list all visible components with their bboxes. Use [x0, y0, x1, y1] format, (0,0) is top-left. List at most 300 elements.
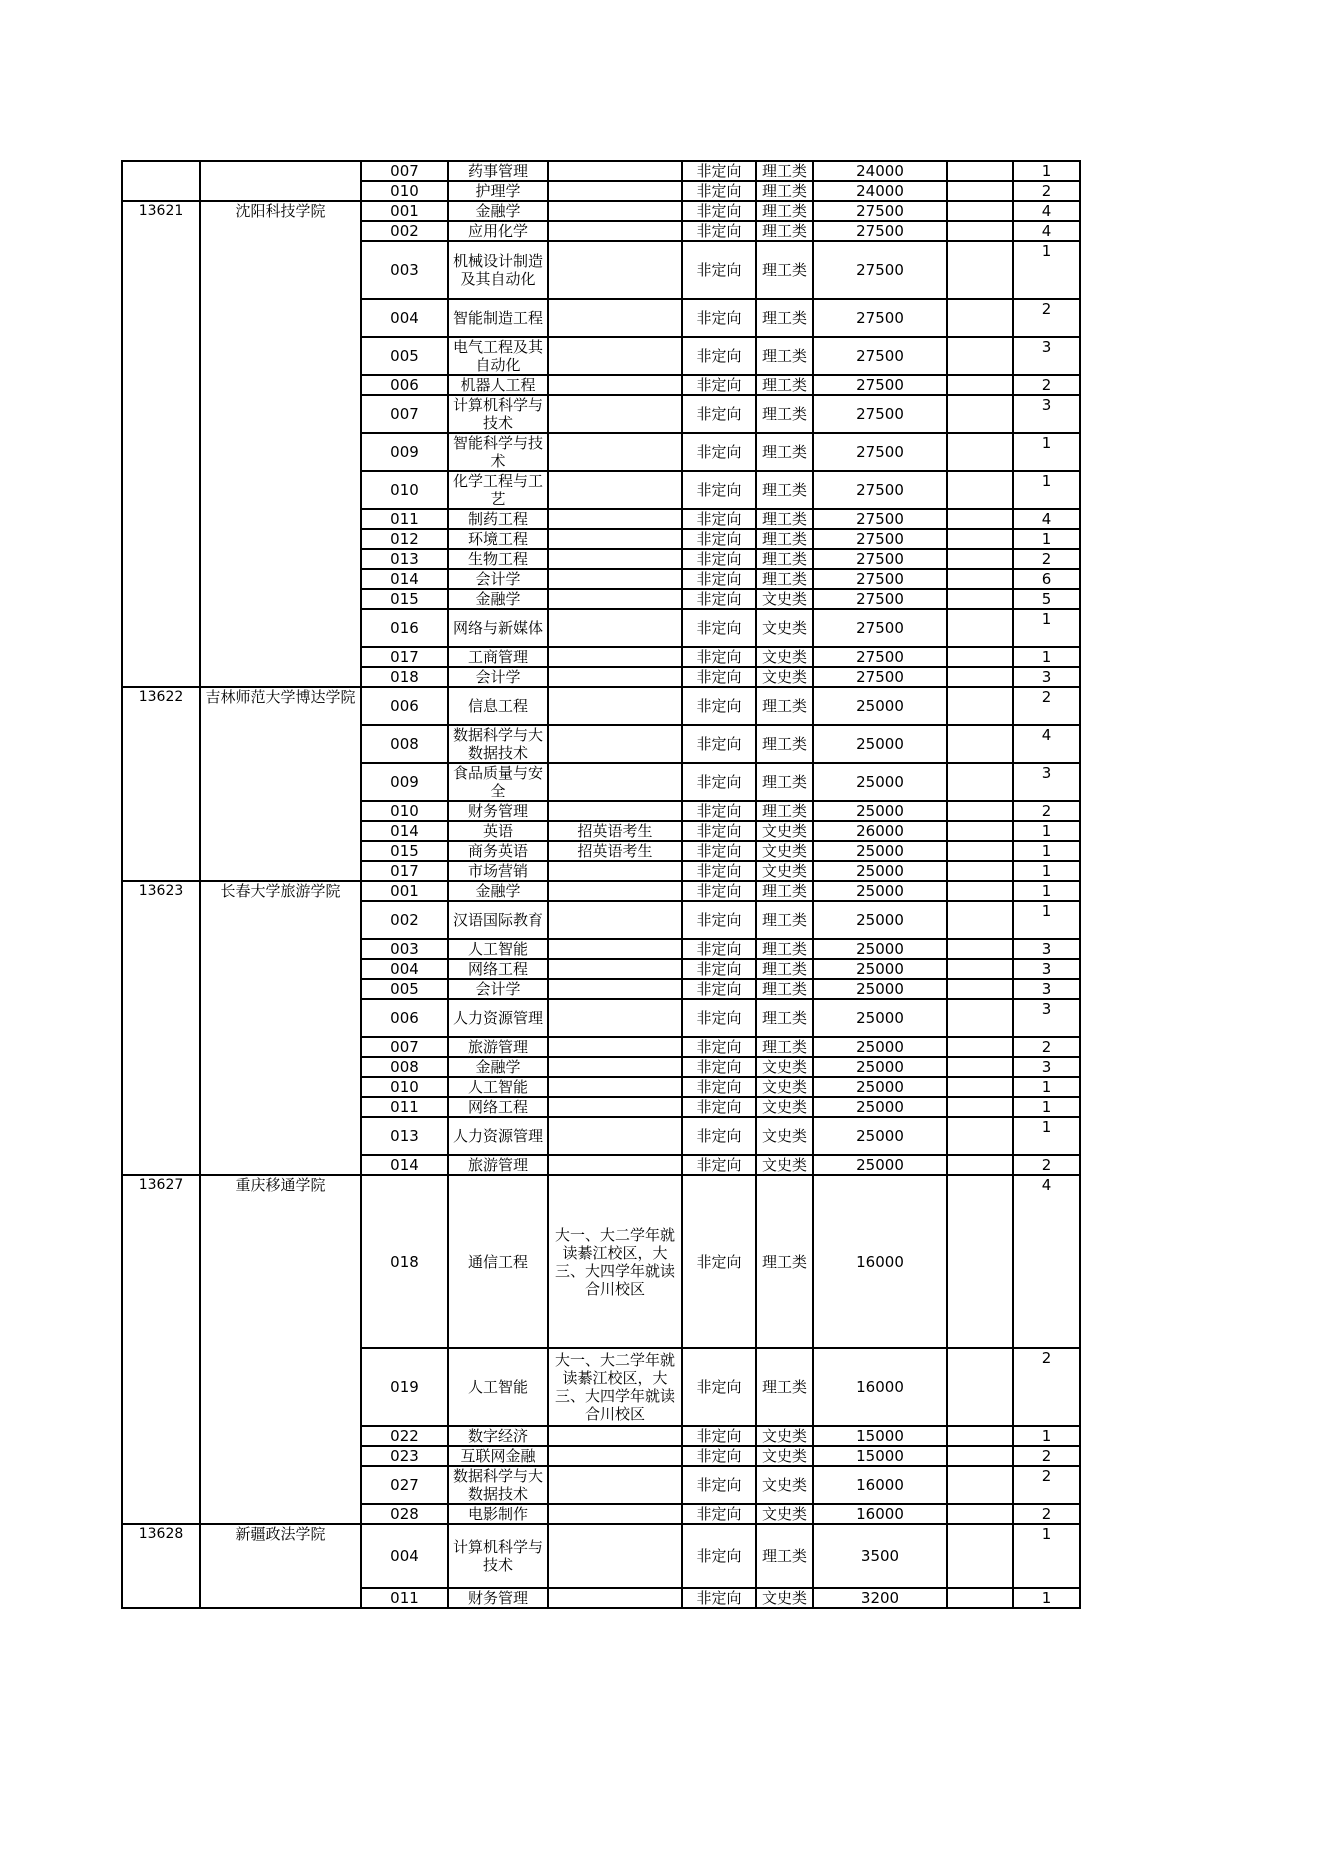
- major-code-cell: 008: [361, 725, 448, 763]
- blank-cell: [947, 161, 1013, 181]
- note-cell: 大一、大二学年就读綦江校区，大三、大四学年就读合川校区: [548, 1348, 682, 1426]
- direction-cell: 非定向: [682, 1588, 756, 1608]
- tuition-cell: 15000: [813, 1426, 947, 1446]
- plan-count-cell: 3: [1013, 667, 1080, 687]
- direction-cell: 非定向: [682, 1077, 756, 1097]
- major-code-cell: 011: [361, 1588, 448, 1608]
- category-cell: 文史类: [756, 1504, 813, 1524]
- blank-cell: [947, 647, 1013, 667]
- blank-cell: [947, 763, 1013, 801]
- major-code-cell: 011: [361, 1097, 448, 1117]
- plan-count-cell: 1: [1013, 1524, 1080, 1588]
- category-cell: 文史类: [756, 1077, 813, 1097]
- major-code-cell: 009: [361, 763, 448, 801]
- category-cell: 文史类: [756, 1117, 813, 1155]
- table-body: [122, 161, 1080, 1608]
- school-code-cell: 13628: [122, 1524, 200, 1608]
- plan-count-cell: 1: [1013, 841, 1080, 861]
- plan-count-cell: 3: [1013, 979, 1080, 999]
- table-row: [122, 1524, 1080, 1588]
- table-row: [122, 1175, 1080, 1348]
- direction-cell: 非定向: [682, 861, 756, 881]
- direction-cell: 非定向: [682, 841, 756, 861]
- major-name-cell: 数据科学与大数据技术: [448, 725, 548, 763]
- blank-cell: [947, 395, 1013, 433]
- major-code-cell: 005: [361, 337, 448, 375]
- tuition-cell: 27500: [813, 375, 947, 395]
- school-code-cell: 13621: [122, 201, 200, 687]
- direction-cell: 非定向: [682, 471, 756, 509]
- major-code-cell: 022: [361, 1426, 448, 1446]
- major-name-cell: 旅游管理: [448, 1037, 548, 1057]
- direction-cell: 非定向: [682, 1466, 756, 1504]
- tuition-cell: 27500: [813, 201, 947, 221]
- blank-cell: [947, 667, 1013, 687]
- blank-cell: [947, 841, 1013, 861]
- tuition-cell: 27500: [813, 241, 947, 299]
- direction-cell: 非定向: [682, 763, 756, 801]
- tuition-cell: 27500: [813, 609, 947, 647]
- note-cell: [548, 999, 682, 1037]
- enrollment-table: [121, 160, 1081, 1609]
- major-code-cell: 017: [361, 861, 448, 881]
- major-code-cell: 002: [361, 901, 448, 939]
- major-name-cell: 互联网金融: [448, 1446, 548, 1466]
- plan-count-cell: 4: [1013, 201, 1080, 221]
- direction-cell: 非定向: [682, 549, 756, 569]
- major-code-cell: 011: [361, 509, 448, 529]
- blank-cell: [947, 1117, 1013, 1155]
- note-cell: [548, 589, 682, 609]
- note-cell: 大一、大二学年就读綦江校区，大三、大四学年就读合川校区: [548, 1175, 682, 1348]
- note-cell: [548, 1097, 682, 1117]
- category-cell: 理工类: [756, 763, 813, 801]
- note-cell: 招英语考生: [548, 821, 682, 841]
- note-cell: [548, 221, 682, 241]
- note-cell: [548, 901, 682, 939]
- plan-count-cell: 2: [1013, 299, 1080, 337]
- tuition-cell: 25000: [813, 841, 947, 861]
- category-cell: 理工类: [756, 221, 813, 241]
- tuition-cell: 27500: [813, 471, 947, 509]
- category-cell: 理工类: [756, 1524, 813, 1588]
- note-cell: [548, 299, 682, 337]
- school-name-cell: 长春大学旅游学院: [200, 881, 361, 1175]
- direction-cell: 非定向: [682, 569, 756, 589]
- plan-count-cell: 3: [1013, 939, 1080, 959]
- major-name-cell: 机械设计制造及其自动化: [448, 241, 548, 299]
- major-name-cell: 金融学: [448, 881, 548, 901]
- table-row: [122, 201, 1080, 221]
- blank-cell: [947, 1524, 1013, 1588]
- major-name-cell: 护理学: [448, 181, 548, 201]
- category-cell: 理工类: [756, 201, 813, 221]
- major-code-cell: 007: [361, 395, 448, 433]
- direction-cell: 非定向: [682, 939, 756, 959]
- major-name-cell: 商务英语: [448, 841, 548, 861]
- plan-count-cell: 5: [1013, 589, 1080, 609]
- note-cell: [548, 337, 682, 375]
- note-cell: [548, 939, 682, 959]
- category-cell: 文史类: [756, 1588, 813, 1608]
- major-code-cell: 012: [361, 529, 448, 549]
- major-code-cell: 006: [361, 999, 448, 1037]
- major-name-cell: 药事管理: [448, 161, 548, 181]
- blank-cell: [947, 201, 1013, 221]
- note-cell: [548, 979, 682, 999]
- school-code-cell: [122, 161, 200, 201]
- blank-cell: [947, 549, 1013, 569]
- plan-count-cell: 1: [1013, 861, 1080, 881]
- category-cell: 理工类: [756, 299, 813, 337]
- note-cell: [548, 1155, 682, 1175]
- major-code-cell: 015: [361, 841, 448, 861]
- tuition-cell: 25000: [813, 1117, 947, 1155]
- plan-count-cell: 2: [1013, 375, 1080, 395]
- blank-cell: [947, 801, 1013, 821]
- category-cell: 文史类: [756, 1155, 813, 1175]
- blank-cell: [947, 299, 1013, 337]
- note-cell: [548, 861, 682, 881]
- school-name-cell: 新疆政法学院: [200, 1524, 361, 1608]
- major-code-cell: 023: [361, 1446, 448, 1466]
- major-name-cell: 计算机科学与技术: [448, 395, 548, 433]
- direction-cell: 非定向: [682, 1524, 756, 1588]
- major-name-cell: 环境工程: [448, 529, 548, 549]
- tuition-cell: 16000: [813, 1504, 947, 1524]
- category-cell: 理工类: [756, 959, 813, 979]
- tuition-cell: 16000: [813, 1175, 947, 1348]
- major-code-cell: 014: [361, 1155, 448, 1175]
- category-cell: 理工类: [756, 979, 813, 999]
- major-name-cell: 化学工程与工艺: [448, 471, 548, 509]
- plan-count-cell: 3: [1013, 763, 1080, 801]
- major-code-cell: 017: [361, 647, 448, 667]
- major-code-cell: 010: [361, 1077, 448, 1097]
- major-name-cell: 工商管理: [448, 647, 548, 667]
- category-cell: 理工类: [756, 999, 813, 1037]
- major-code-cell: 005: [361, 979, 448, 999]
- major-code-cell: 007: [361, 1037, 448, 1057]
- blank-cell: [947, 1077, 1013, 1097]
- plan-count-cell: 1: [1013, 433, 1080, 471]
- note-cell: [548, 881, 682, 901]
- major-code-cell: 010: [361, 801, 448, 821]
- plan-count-cell: 4: [1013, 509, 1080, 529]
- tuition-cell: 16000: [813, 1348, 947, 1426]
- direction-cell: 非定向: [682, 589, 756, 609]
- direction-cell: 非定向: [682, 1504, 756, 1524]
- tuition-cell: 3500: [813, 1524, 947, 1588]
- blank-cell: [947, 1037, 1013, 1057]
- category-cell: 文史类: [756, 1097, 813, 1117]
- tuition-cell: 27500: [813, 549, 947, 569]
- direction-cell: 非定向: [682, 1175, 756, 1348]
- blank-cell: [947, 959, 1013, 979]
- direction-cell: 非定向: [682, 1037, 756, 1057]
- tuition-cell: 25000: [813, 801, 947, 821]
- school-name-cell: 重庆移通学院: [200, 1175, 361, 1524]
- major-name-cell: 财务管理: [448, 801, 548, 821]
- note-cell: [548, 375, 682, 395]
- blank-cell: [947, 241, 1013, 299]
- major-name-cell: 市场营销: [448, 861, 548, 881]
- note-cell: 招英语考生: [548, 841, 682, 861]
- major-code-cell: 018: [361, 667, 448, 687]
- major-code-cell: 016: [361, 609, 448, 647]
- category-cell: 理工类: [756, 801, 813, 821]
- tuition-cell: 25000: [813, 901, 947, 939]
- major-code-cell: 004: [361, 1524, 448, 1588]
- tuition-cell: 25000: [813, 959, 947, 979]
- plan-count-cell: 1: [1013, 1588, 1080, 1608]
- major-name-cell: 旅游管理: [448, 1155, 548, 1175]
- plan-count-cell: 2: [1013, 1037, 1080, 1057]
- major-code-cell: 028: [361, 1504, 448, 1524]
- category-cell: 文史类: [756, 667, 813, 687]
- tuition-cell: 25000: [813, 1097, 947, 1117]
- tuition-cell: 25000: [813, 763, 947, 801]
- table-row: [122, 881, 1080, 901]
- major-name-cell: 人力资源管理: [448, 999, 548, 1037]
- blank-cell: [947, 589, 1013, 609]
- major-name-cell: 电影制作: [448, 1504, 548, 1524]
- direction-cell: 非定向: [682, 901, 756, 939]
- category-cell: 理工类: [756, 375, 813, 395]
- tuition-cell: 3200: [813, 1588, 947, 1608]
- plan-count-cell: 2: [1013, 687, 1080, 725]
- category-cell: 理工类: [756, 181, 813, 201]
- direction-cell: 非定向: [682, 979, 756, 999]
- blank-cell: [947, 821, 1013, 841]
- note-cell: [548, 1524, 682, 1588]
- tuition-cell: 27500: [813, 647, 947, 667]
- category-cell: 理工类: [756, 1348, 813, 1426]
- blank-cell: [947, 725, 1013, 763]
- blank-cell: [947, 1155, 1013, 1175]
- major-name-cell: 数字经济: [448, 1426, 548, 1446]
- note-cell: [548, 1446, 682, 1466]
- major-name-cell: 食品质量与安全: [448, 763, 548, 801]
- note-cell: [548, 433, 682, 471]
- direction-cell: 非定向: [682, 337, 756, 375]
- note-cell: [548, 241, 682, 299]
- plan-count-cell: 4: [1013, 725, 1080, 763]
- blank-cell: [947, 1504, 1013, 1524]
- note-cell: [548, 609, 682, 647]
- note-cell: [548, 647, 682, 667]
- category-cell: 理工类: [756, 509, 813, 529]
- major-name-cell: 通信工程: [448, 1175, 548, 1348]
- category-cell: 理工类: [756, 395, 813, 433]
- school-name-cell: 沈阳科技学院: [200, 201, 361, 687]
- school-name-cell: 吉林师范大学博达学院: [200, 687, 361, 881]
- direction-cell: 非定向: [682, 1426, 756, 1446]
- tuition-cell: 24000: [813, 161, 947, 181]
- major-code-cell: 010: [361, 471, 448, 509]
- category-cell: 理工类: [756, 881, 813, 901]
- note-cell: [548, 395, 682, 433]
- major-name-cell: 财务管理: [448, 1588, 548, 1608]
- category-cell: 理工类: [756, 529, 813, 549]
- major-code-cell: 008: [361, 1057, 448, 1077]
- direction-cell: 非定向: [682, 299, 756, 337]
- school-name-cell: [200, 161, 361, 201]
- note-cell: [548, 687, 682, 725]
- major-code-cell: 001: [361, 881, 448, 901]
- category-cell: 理工类: [756, 687, 813, 725]
- direction-cell: 非定向: [682, 1117, 756, 1155]
- category-cell: 文史类: [756, 589, 813, 609]
- plan-count-cell: 3: [1013, 1057, 1080, 1077]
- major-code-cell: 009: [361, 433, 448, 471]
- note-cell: [548, 161, 682, 181]
- direction-cell: 非定向: [682, 241, 756, 299]
- plan-count-cell: 3: [1013, 395, 1080, 433]
- major-code-cell: 004: [361, 959, 448, 979]
- major-code-cell: 003: [361, 939, 448, 959]
- plan-count-cell: 2: [1013, 1348, 1080, 1426]
- major-name-cell: 金融学: [448, 1057, 548, 1077]
- major-name-cell: 金融学: [448, 201, 548, 221]
- plan-count-cell: 3: [1013, 959, 1080, 979]
- plan-count-cell: 1: [1013, 881, 1080, 901]
- blank-cell: [947, 181, 1013, 201]
- note-cell: [548, 959, 682, 979]
- plan-count-cell: 4: [1013, 1175, 1080, 1348]
- major-name-cell: 信息工程: [448, 687, 548, 725]
- tuition-cell: 27500: [813, 337, 947, 375]
- table-row: [122, 687, 1080, 725]
- plan-count-cell: 1: [1013, 1117, 1080, 1155]
- tuition-cell: 24000: [813, 181, 947, 201]
- note-cell: [548, 529, 682, 549]
- direction-cell: 非定向: [682, 395, 756, 433]
- major-name-cell: 会计学: [448, 979, 548, 999]
- tuition-cell: 26000: [813, 821, 947, 841]
- blank-cell: [947, 999, 1013, 1037]
- category-cell: 理工类: [756, 569, 813, 589]
- tuition-cell: 25000: [813, 687, 947, 725]
- blank-cell: [947, 1097, 1013, 1117]
- blank-cell: [947, 1348, 1013, 1426]
- plan-count-cell: 1: [1013, 609, 1080, 647]
- note-cell: [548, 1037, 682, 1057]
- plan-count-cell: 3: [1013, 999, 1080, 1037]
- category-cell: 文史类: [756, 821, 813, 841]
- note-cell: [548, 181, 682, 201]
- blank-cell: [947, 221, 1013, 241]
- direction-cell: 非定向: [682, 529, 756, 549]
- direction-cell: 非定向: [682, 687, 756, 725]
- direction-cell: 非定向: [682, 959, 756, 979]
- tuition-cell: 27500: [813, 509, 947, 529]
- note-cell: [548, 763, 682, 801]
- direction-cell: 非定向: [682, 509, 756, 529]
- tuition-cell: 25000: [813, 1057, 947, 1077]
- direction-cell: 非定向: [682, 725, 756, 763]
- note-cell: [548, 201, 682, 221]
- school-code-cell: 13622: [122, 687, 200, 881]
- tuition-cell: 25000: [813, 1037, 947, 1057]
- major-name-cell: 智能科学与技术: [448, 433, 548, 471]
- blank-cell: [947, 687, 1013, 725]
- major-name-cell: 会计学: [448, 667, 548, 687]
- major-name-cell: 英语: [448, 821, 548, 841]
- blank-cell: [947, 509, 1013, 529]
- table-row: [122, 161, 1080, 181]
- note-cell: [548, 1117, 682, 1155]
- note-cell: [548, 471, 682, 509]
- major-code-cell: 006: [361, 375, 448, 395]
- category-cell: 文史类: [756, 841, 813, 861]
- note-cell: [548, 1077, 682, 1097]
- direction-cell: 非定向: [682, 609, 756, 647]
- direction-cell: 非定向: [682, 667, 756, 687]
- direction-cell: 非定向: [682, 801, 756, 821]
- plan-count-cell: 2: [1013, 1466, 1080, 1504]
- category-cell: 理工类: [756, 161, 813, 181]
- direction-cell: 非定向: [682, 821, 756, 841]
- blank-cell: [947, 979, 1013, 999]
- direction-cell: 非定向: [682, 221, 756, 241]
- major-code-cell: 002: [361, 221, 448, 241]
- tuition-cell: 27500: [813, 569, 947, 589]
- major-code-cell: 019: [361, 1348, 448, 1426]
- blank-cell: [947, 529, 1013, 549]
- major-name-cell: 人工智能: [448, 1348, 548, 1426]
- direction-cell: 非定向: [682, 647, 756, 667]
- tuition-cell: 27500: [813, 529, 947, 549]
- plan-count-cell: 1: [1013, 821, 1080, 841]
- tuition-cell: 25000: [813, 939, 947, 959]
- major-name-cell: 人工智能: [448, 939, 548, 959]
- direction-cell: 非定向: [682, 161, 756, 181]
- major-name-cell: 制药工程: [448, 509, 548, 529]
- category-cell: 理工类: [756, 901, 813, 939]
- major-name-cell: 生物工程: [448, 549, 548, 569]
- direction-cell: 非定向: [682, 181, 756, 201]
- note-cell: [548, 569, 682, 589]
- direction-cell: 非定向: [682, 433, 756, 471]
- note-cell: [548, 1057, 682, 1077]
- tuition-cell: 25000: [813, 1155, 947, 1175]
- major-name-cell: 应用化学: [448, 221, 548, 241]
- major-name-cell: 计算机科学与技术: [448, 1524, 548, 1588]
- note-cell: [548, 1588, 682, 1608]
- major-code-cell: 027: [361, 1466, 448, 1504]
- major-code-cell: 001: [361, 201, 448, 221]
- major-name-cell: 机器人工程: [448, 375, 548, 395]
- category-cell: 理工类: [756, 939, 813, 959]
- category-cell: 文史类: [756, 609, 813, 647]
- blank-cell: [947, 471, 1013, 509]
- tuition-cell: 27500: [813, 667, 947, 687]
- tuition-cell: 25000: [813, 979, 947, 999]
- blank-cell: [947, 1466, 1013, 1504]
- note-cell: [548, 1426, 682, 1446]
- major-code-cell: 018: [361, 1175, 448, 1348]
- category-cell: 理工类: [756, 471, 813, 509]
- category-cell: 文史类: [756, 647, 813, 667]
- tuition-cell: 25000: [813, 1077, 947, 1097]
- note-cell: [548, 509, 682, 529]
- note-cell: [548, 1466, 682, 1504]
- major-code-cell: 014: [361, 821, 448, 841]
- blank-cell: [947, 901, 1013, 939]
- blank-cell: [947, 1426, 1013, 1446]
- plan-count-cell: 2: [1013, 549, 1080, 569]
